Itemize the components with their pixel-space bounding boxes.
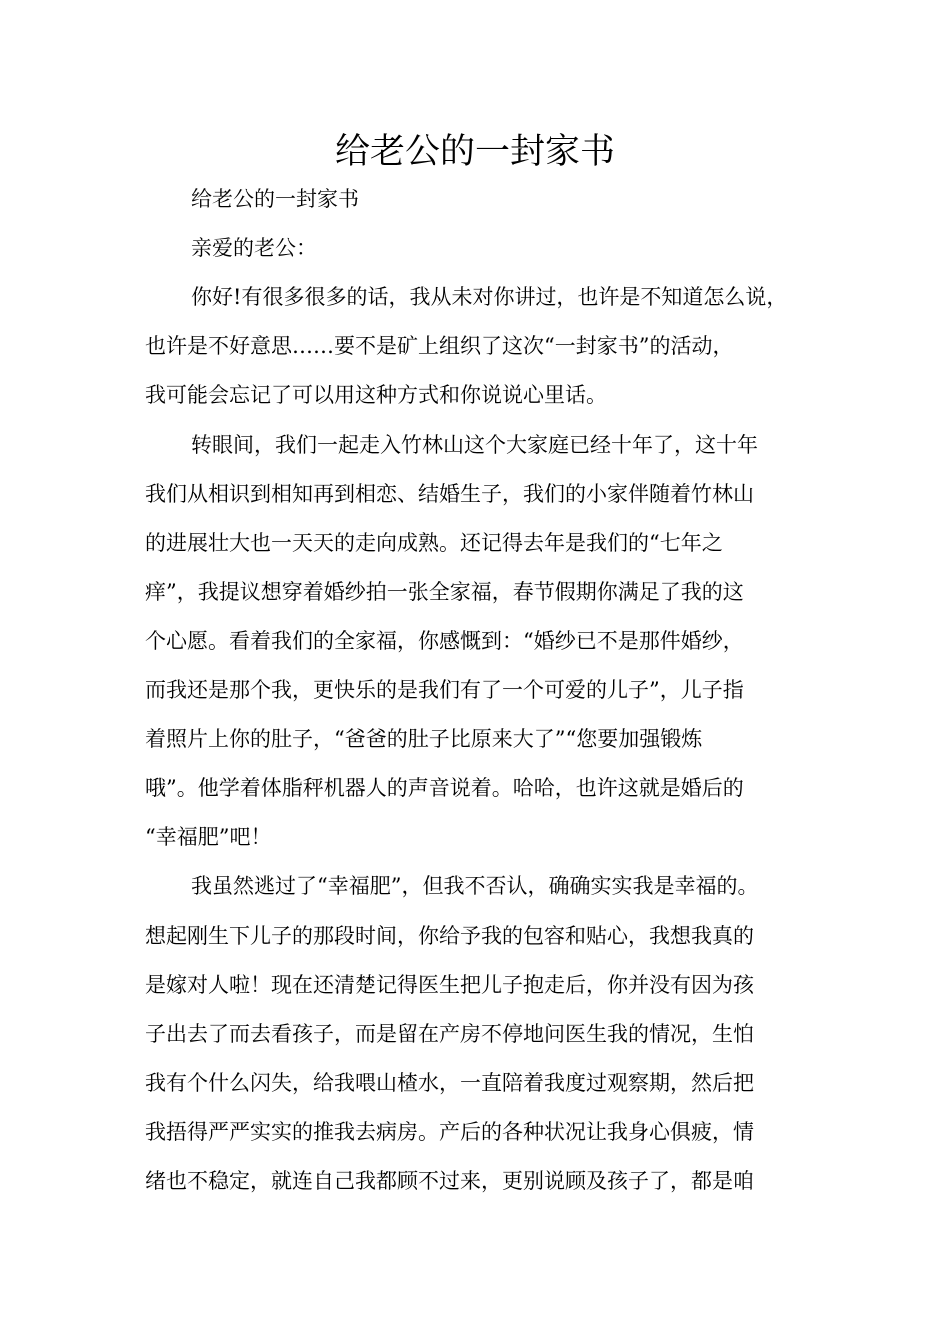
body-line: 子出去了而去看孩子，而是留在产房不停地问医生我的情况，生怕 — [145, 1021, 754, 1046]
body-line: 你好!有很多很多的话，我从未对你讲过，也许是不知道怎么说， — [191, 285, 788, 310]
body-line: 我捂得严严实实的推我去病房。产后的各种状况让我身心俱疲，情 — [145, 1119, 754, 1144]
body-line: 痒”，我提议想穿着婚纱拍一张全家福，春节假期你满足了我的这 — [145, 579, 744, 604]
body-line: 转眼间，我们一起走入竹林山这个大家庭已经十年了，这十年 — [191, 432, 758, 457]
body-line: 个心愿。看着我们的全家福，你感慨到：“婚纱已不是那件婚纱， — [145, 628, 744, 653]
body-line: 我可能会忘记了可以用这种方式和你说说心里话。 — [145, 383, 607, 408]
document-title: 给老公的一封家书 — [334, 132, 615, 172]
body-line: 而我还是那个我，更快乐的是我们有了一个可爱的儿子”，儿子指 — [145, 678, 744, 702]
body-line: 亲爱的老公： — [191, 236, 317, 261]
body-line: 我有个什么闪失，给我喂山楂水，一直陪着我度过观察期，然后把 — [145, 1070, 754, 1095]
body-line: 的进展壮大也一天天的走向成熟。还记得去年是我们的“七年之 — [145, 530, 723, 555]
body-line: 绪也不稳定，就连自己我都顾不过来，更别说顾及孩子了，都是咱 — [145, 1169, 754, 1193]
body-line: 哦”。他学着体脂秤机器人的声音说着。哈哈，也许这就是婚后的 — [145, 776, 744, 801]
body-line: 是嫁对人啦！现在还清楚记得医生把儿子抱走后，你并没有因为孩 — [145, 972, 754, 997]
body-line: “幸福肥”吧！ — [145, 825, 272, 850]
body-line: 给老公的一封家书 — [191, 187, 359, 211]
body-line: 也许是不好意思……要不是矿上组织了这次“一封家书”的活动， — [145, 334, 734, 359]
body-line: 我虽然逃过了“幸福肥”，但我不否认，确确实实我是幸福的。 — [191, 874, 759, 899]
body-line: 我们从相识到相知再到相恋、结婚生子，我们的小家伴随着竹林山 — [145, 481, 754, 506]
body-line: 着照片上你的肚子，“爸爸的肚子比原来大了”“您要加强锻炼 — [145, 727, 703, 752]
body-line: 想起刚生下儿子的那段时间，你给予我的包容和贴心，我想我真的 — [145, 923, 754, 948]
